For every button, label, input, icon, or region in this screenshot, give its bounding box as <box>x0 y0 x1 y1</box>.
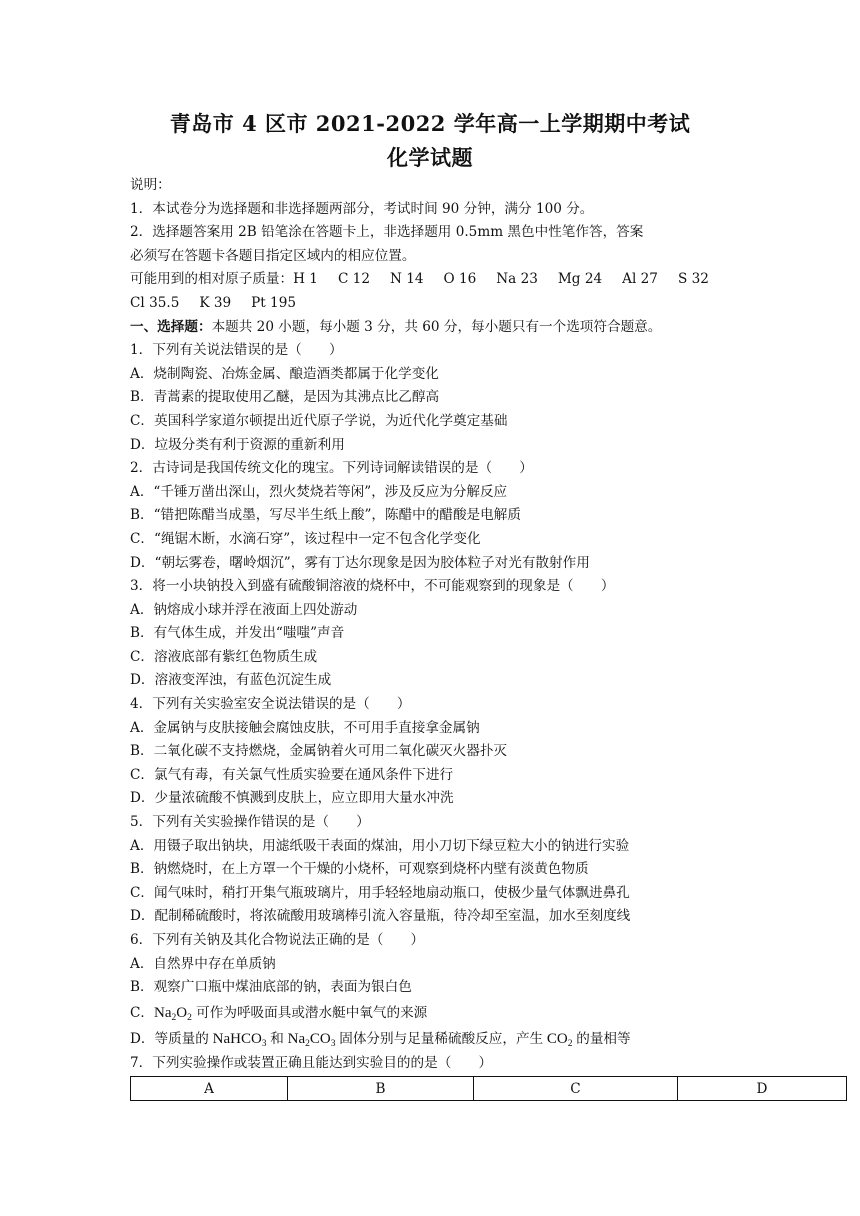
atomic-mass: Mg 24 <box>557 271 603 288</box>
exam-title: 青岛市 4 区市 2021-2022 学年高一上学期期中考试 <box>169 111 691 136</box>
question-option: A．钠熔成小球并浮在液面上四处游动 <box>130 601 358 618</box>
question-option: D．“朝坛雾卷，曙岭烟沉”，雾有丁达尔现象是因为胶体粒子对光有散射作用 <box>130 554 590 571</box>
instruction-item-2b: 必须写在答题卡各题目指定区域内的相应位置。 <box>130 247 416 264</box>
question-option: A．“千锤万凿出深山，烈火焚烧若等闲”，涉及反应为分解反应 <box>130 483 508 500</box>
question-option: A．用镊子取出钠块，用滤纸吸干表面的煤油，用小刀切下绿豆粒大小的钠进行实验 <box>130 837 630 854</box>
instruction-item-2a: 2．选择题答案用 2B 铅笔涂在答题卡上，非选择题用 0.5mm 黑色中性笔作答，答案 <box>130 224 644 241</box>
table-header-a: A <box>131 1077 288 1101</box>
question-1 <box>130 339 730 457</box>
atomic-mass: N 14 <box>389 271 424 288</box>
formula-nahco3: NaHCO$_3$ <box>208 1030 267 1049</box>
question-option: A．自然界中存在单质钠 <box>130 955 276 972</box>
question-stem: 6．下列有关钠及其化合物说法正确的是（ ） <box>130 932 425 948</box>
question-option: B．有气体生成，并发出“嗤嗤”声音 <box>130 625 345 642</box>
option-label: C． <box>130 1004 154 1021</box>
question-option: A．烧制陶瓷、冶炼金属、酿造酒类都属于化学变化 <box>130 365 439 382</box>
question-option: C．英国科学家道尔顿提出近代原子学说，为近代化学奠定基础 <box>130 412 508 429</box>
atomic-masses-label: 可能用到的相对原子质量： <box>130 271 294 288</box>
question-list <box>130 339 730 929</box>
table-header-b: B <box>288 1077 474 1101</box>
atomic-mass: K 39 <box>199 294 232 311</box>
question-option <box>130 1026 730 1052</box>
question-option: B．“错把陈醋当成墨，写尽半生纸上酸”，陈醋中的醋酸是电解质 <box>130 507 521 524</box>
question-stem: 5．下列有关实验操作错误的是（ ） <box>130 814 370 831</box>
question-option: D．配制稀硫酸时，将浓硫酸用玻璃棒引流入容量瓶，待冷却至室温，加水至刻度线 <box>130 908 631 925</box>
table-header-d: D <box>678 1077 847 1101</box>
atomic-mass: H 1 <box>293 271 318 288</box>
question-5 <box>130 811 730 929</box>
question-option: D．少量浓硫酸不慎溅到皮肤上，应立即用大量水冲洗 <box>130 790 454 807</box>
question-2 <box>130 457 730 575</box>
question-option: C．闻气味时，稍打开集气瓶玻璃片，用手轻轻地扇动瓶口，使极少量气体飘进鼻孔 <box>130 884 630 901</box>
atomic-mass: Pt 195 <box>251 294 297 311</box>
question-option <box>130 1000 730 1026</box>
option-text: D．等质量的 <box>130 1030 209 1047</box>
question-4 <box>130 693 730 811</box>
atomic-mass: Al 27 <box>622 271 658 288</box>
question-6 <box>130 929 730 1052</box>
formula-co2: $CO_2$ <box>543 1030 573 1049</box>
question-option: B．钠燃烧时，在上方罩一个干燥的小烧杯，可观察到烧杯内壁有淡黄色物质 <box>130 861 589 878</box>
question-option: B．青蒿素的提取使用乙醚，是因为其沸点比乙醇高 <box>130 389 440 406</box>
formula-na2co3: $Na_2CO_3$ <box>283 1030 336 1049</box>
instruction-item-1: 1．本试卷分为选择题和非选择题两部分，考试时间 90 分钟，满分 100 分。 <box>130 200 594 217</box>
question-option: B．二氧化碳不支持燃烧，金属钠着火可用二氧化碳灭火器扑灭 <box>130 743 508 760</box>
question-stem: 1．下列有关说法错误的是（ ） <box>130 342 343 359</box>
question-7-stem: 7．下列实验操作或装置正确且能达到实验目的的是（ ） <box>130 1054 493 1071</box>
instructions-heading: 说明： <box>130 177 171 193</box>
atomic-masses-line-2 <box>130 292 730 316</box>
atomic-mass: O 16 <box>443 271 477 288</box>
formula-na2o2: $Na_2O_2$ <box>154 1004 192 1023</box>
question-option: B．观察广口瓶中煤油底部的钠，表面为银白色 <box>130 979 412 996</box>
option-text: 可作为呼吸面具或潜水艇中氧气的来源 <box>196 1004 428 1021</box>
question-option: D．垃圾分类有利于资源的重新利用 <box>130 436 345 453</box>
atomic-mass: Cl 35.5 <box>130 294 180 311</box>
question-7-options-table <box>130 1076 847 1101</box>
section-1-title: 一、选择题： <box>130 318 212 335</box>
table-header-c: C <box>474 1077 678 1101</box>
question-option: A．金属钠与皮肤接触会腐蚀皮肤，不可用手直接拿金属钠 <box>130 719 480 736</box>
section-1-description: 本题共 20 小题，每小题 3 分，共 60 分，每小题只有一个选项符合题意。 <box>211 318 662 335</box>
question-option: D．溶液变浑浊，有蓝色沉淀生成 <box>130 672 332 689</box>
atomic-mass: Na 23 <box>496 271 538 288</box>
question-stem: 2．古诗词是我国传统文化的瑰宝。下列诗词解读错误的是（ ） <box>130 460 533 477</box>
question-3 <box>130 575 730 693</box>
question-stem: 3．将一小块钠投入到盛有硫酸铜溶液的烧杯中，不可能观察到的现象是（ ） <box>130 578 615 595</box>
option-text: 和 <box>270 1030 284 1047</box>
question-option: C．氯气有毒，有关氯气性质实验要在通风条件下进行 <box>130 766 454 783</box>
option-text: 的量相等 <box>576 1030 631 1047</box>
exam-body <box>130 174 730 1075</box>
atomic-mass: S 32 <box>677 271 709 288</box>
atomic-masses-line-1 <box>130 268 730 292</box>
option-text: 固体分别与足量稀硫酸反应，产生 <box>339 1030 544 1047</box>
question-option: C．溶液底部有紫红色物质生成 <box>130 648 318 665</box>
section-1-heading <box>130 316 730 340</box>
question-option: C．“绳锯木断，水滴石穿”，该过程中一定不包含化学变化 <box>130 530 481 547</box>
exam-subtitle: 化学试题 <box>387 145 473 170</box>
atomic-mass: C 12 <box>337 271 370 288</box>
question-stem: 4．下列有关实验室安全说法错误的是（ ） <box>130 696 411 713</box>
